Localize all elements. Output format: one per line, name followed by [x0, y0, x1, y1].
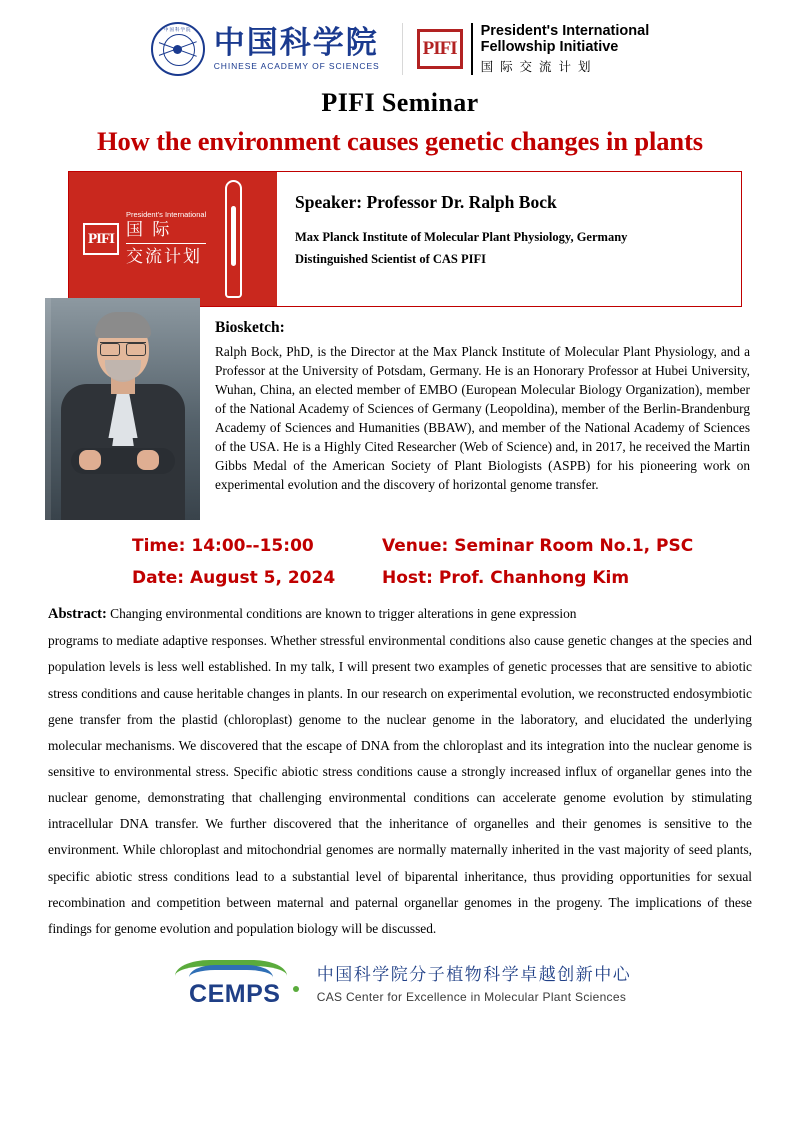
cas-emblem-arc-text: 中国科学院 [164, 27, 192, 32]
event-host: Host: Prof. Chanhong Kim [382, 568, 630, 588]
event-venue: Venue: Seminar Room No.1, PSC [382, 536, 694, 556]
pifi-mark-icon [417, 29, 463, 69]
biosketch-heading: Biosketch: [215, 319, 285, 336]
pifi-badge [69, 172, 277, 306]
speaker-affiliation-2: Distinguished Scientist of CAS PIFI [295, 251, 486, 266]
speaker-portrait [45, 298, 200, 520]
abstract-section [48, 600, 752, 942]
event-info [0, 536, 800, 588]
cas-english-name: CHINESE ACADEMY OF SCIENCES [213, 61, 380, 72]
biosketch-section [45, 319, 750, 520]
abstract-body: programs to mediate adaptive responses. Whether stressful environmental conditions also cause genetic changes at the species and population levels is less well established. In my talk, I will present two examples of genetic processes that are sensitive to abiotic stress conditions and cause heritable changes in plants. In our research on experimental evolution, we reconstructed endosymbiotic gene transfer from the plastid (chloroplast) genome to the nuclear genome in the laboratory, and elucidated the underlying molecular mechanisms. We discovered that the escape of DNA from the chloroplast and its integration into the nuclear genome is sensitive to environmental stress. Specific abiotic stress conditions cause a strongly increased influx of organellar genes into the nuclear genome, demonstrating that challenging environmental conditions can accelerate genome evolution by stimulating intracellular DNA transfer. We further discovered that the inheritance of organelles and their genomes is sensitive to the environment. While chloroplast and mitochondrial genomes are normally maternally inherited in the vast majority of seed plants, specific abiotic stress conditions lead to a substantial level of biparental inheritance, thus providing opportunities for sexual recombination and competition between maternal and paternal organellar genomes in the progeny. The implications of these findings for genome evolution and population biology will be discussed. [48, 633, 752, 936]
cemps-wordmark: CEMPS [189, 979, 281, 1008]
speaker-affiliation-1: Max Planck Institute of Molecular Plant Physiology, Germany [295, 230, 628, 244]
abstract-label: Abstract: [48, 606, 107, 622]
abstract-lead: Changing environmental conditions are known to trigger alterations in gene expression [110, 606, 577, 621]
pifi-chinese: 国 际 交 流 计 划 [480, 59, 592, 75]
cemps-logo-icon [169, 960, 301, 1008]
pifi-badge-english-line1: President's International [126, 209, 207, 219]
event-date: Date: August 5, 2024 [132, 568, 336, 588]
pifi-mark-text: PIFI [422, 38, 457, 59]
pifi-english-line2: Fellowship Initiative [480, 39, 619, 55]
page-title: How the environment causes genetic changes in plants [96, 126, 704, 156]
speaker-details [277, 172, 741, 306]
event-info-row-2 [132, 568, 800, 588]
speaker-name: Speaker: Professor Dr. Ralph Bock [295, 192, 557, 212]
footer-english-name: CAS Center for Excellence in Molecular Plant Sciences [316, 990, 627, 1005]
cas-chinese-name: 中国科学院 [213, 24, 379, 61]
pifi-logo [402, 23, 650, 75]
cas-emblem-icon [151, 22, 205, 76]
footer-chinese-name: 中国科学院分子植物科学卓越创新中心 [316, 964, 632, 985]
pifi-badge-chinese-line2: 交流计划 [126, 243, 206, 268]
event-info-row-1 [132, 536, 800, 556]
seminar-label: PIFI Seminar [321, 88, 479, 117]
footer-institution [317, 964, 632, 1005]
pifi-badge-figure-icon [219, 180, 249, 298]
footer [0, 960, 800, 1008]
pifi-logo-text [471, 23, 650, 75]
biosketch-text: Ralph Bock, PhD, is the Director at the Max Planck Institute of Molecular Plant Physiology, and a Professor at the University of Potsdam, Germany. He is an Honorary Professor at Hubei University, Wuhan, China, an elected member of EMBO (European Molecular Biology Organization), member of the National Academy of Sciences of Germany (Leopoldina), member of the Berlin-Brandenburg Academy of Sciences and Humanities (BBAW), and member of the National Academy of Sciences of the USA. He is a Highly Cited Researcher (Web of Science) and, in 2017, he received the Martin Gibbs Medal of the American Society of Plant Biologists (ASPB) for his pioneering work on experimental evolution and the discovery of horizontal genome transfer. [215, 344, 750, 492]
speaker-box [68, 171, 742, 307]
event-time: Time: 14:00--15:00 [132, 536, 314, 556]
pifi-badge-mark-icon [83, 223, 119, 255]
pifi-english-line1: President's International [480, 22, 650, 39]
cas-logo [151, 22, 380, 76]
pifi-badge-mark-text: PIFI [88, 230, 114, 247]
header-logos [0, 0, 800, 76]
pifi-badge-text [126, 210, 206, 269]
pifi-badge-chinese-line1: 国 际 [126, 220, 172, 241]
cas-logo-text [213, 24, 380, 72]
